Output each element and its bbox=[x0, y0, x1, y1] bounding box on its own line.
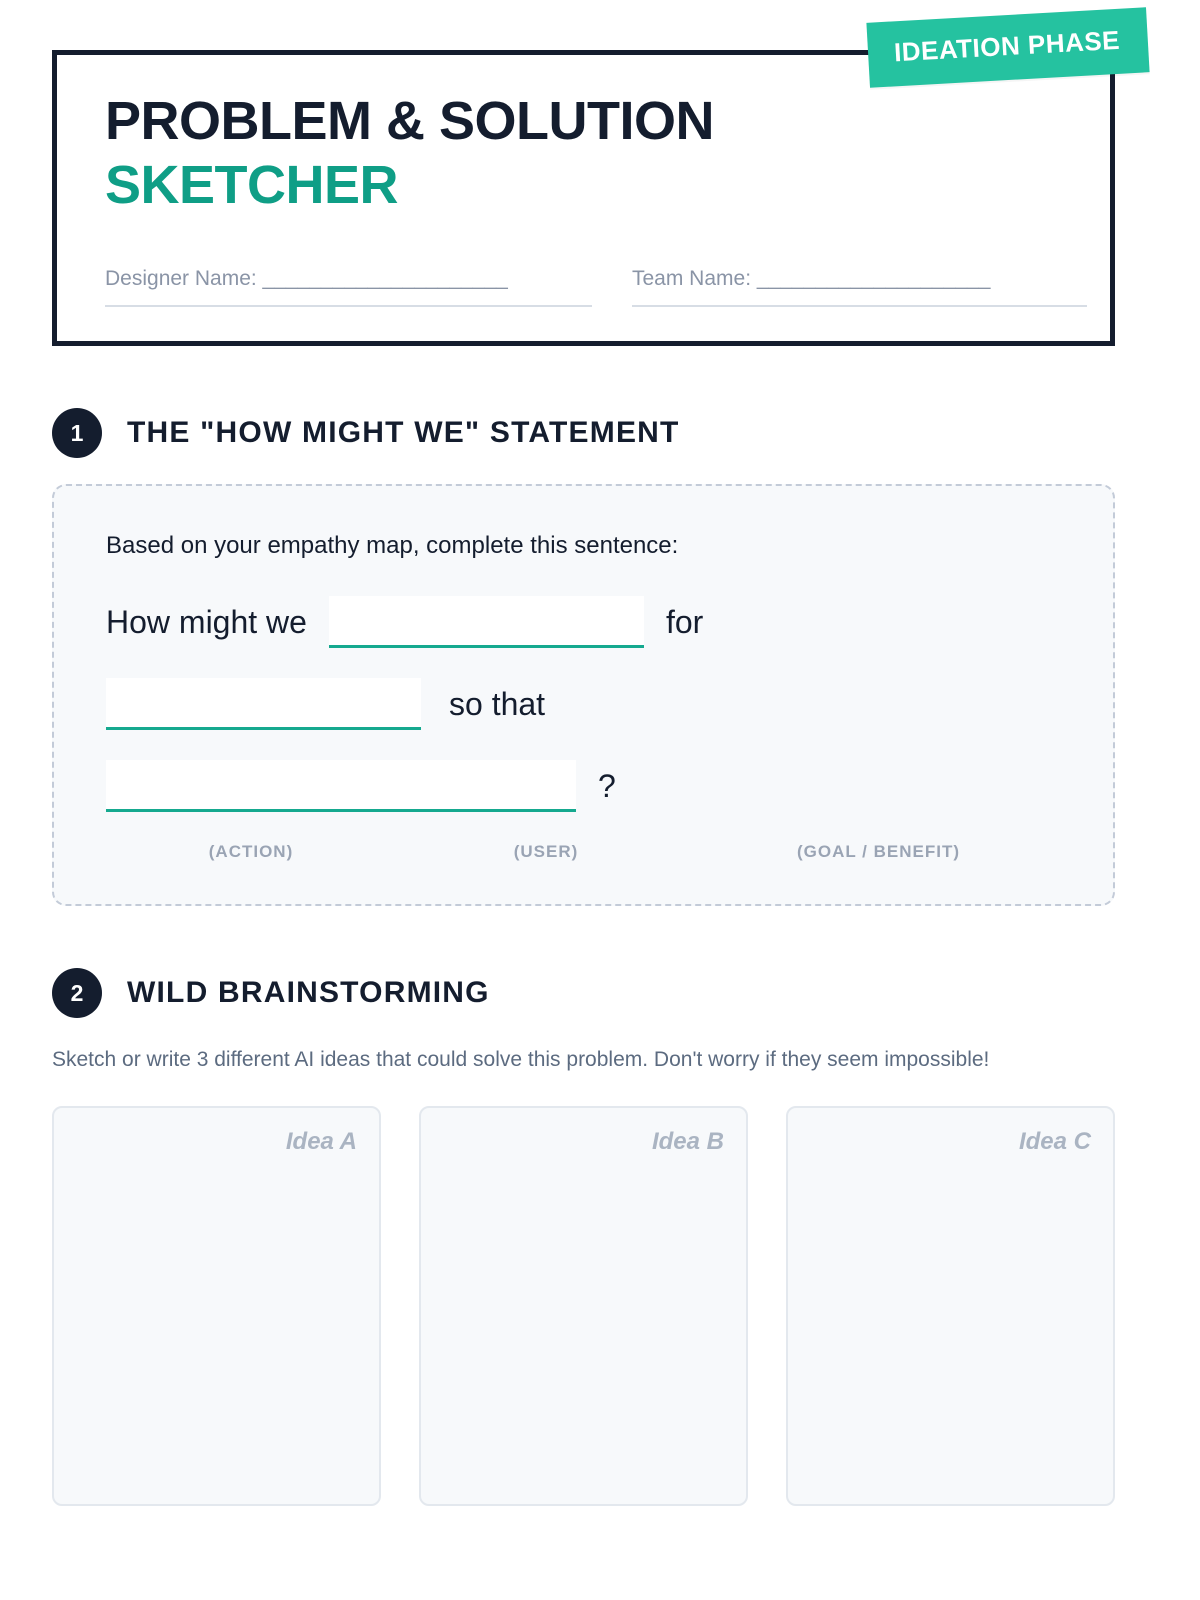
hmw-user-input[interactable] bbox=[106, 678, 421, 730]
name-fields-row bbox=[105, 267, 1062, 307]
step-number-1: 1 bbox=[52, 408, 102, 458]
hmw-line-3 bbox=[106, 760, 1061, 812]
page-subtitle: SKETCHER bbox=[105, 154, 399, 215]
section-how-might-we bbox=[52, 408, 1115, 906]
hmw-phrase-for: for bbox=[665, 603, 704, 640]
team-name-label: Team Name: ____________________ bbox=[632, 267, 991, 291]
idea-card-c[interactable] bbox=[786, 1106, 1115, 1506]
designer-name-field[interactable] bbox=[105, 267, 592, 307]
legend-goal: (GOAL / BENEFIT) bbox=[796, 842, 960, 862]
hmw-phrase-question: ? bbox=[598, 767, 616, 804]
header-box bbox=[52, 50, 1115, 346]
section-2-description: Sketch or write 3 different AI ideas that could solve this problem. Don't worry if they seem impossible! bbox=[52, 1048, 990, 1072]
idea-card-b-label: Idea B bbox=[651, 1127, 724, 1155]
header-section bbox=[52, 24, 1121, 346]
hmw-phrase-start: How might we bbox=[106, 603, 307, 640]
section-2-title: WILD BRAINSTORMING bbox=[127, 976, 490, 1010]
idea-card-a-label: Idea A bbox=[285, 1127, 357, 1155]
team-name-field[interactable] bbox=[632, 267, 1087, 307]
idea-card-b[interactable] bbox=[419, 1106, 748, 1506]
hmw-line-2 bbox=[106, 678, 1061, 730]
hmw-legend bbox=[106, 842, 1061, 862]
phase-badge: IDEATION PHASE bbox=[866, 7, 1149, 88]
idea-card-a[interactable] bbox=[52, 1106, 381, 1506]
legend-user: (USER) bbox=[513, 842, 579, 862]
section-2-header bbox=[52, 968, 1115, 1018]
idea-card-c-label: Idea C bbox=[1018, 1127, 1091, 1155]
designer-name-label: Designer Name: _____________________ bbox=[105, 267, 508, 291]
hmw-phrase-sothat: so that bbox=[449, 685, 546, 722]
hmw-action-input[interactable] bbox=[329, 596, 644, 648]
section-wild-brainstorming bbox=[52, 968, 1115, 1506]
how-might-we-box bbox=[52, 484, 1115, 906]
hmw-line-1 bbox=[106, 596, 1061, 648]
legend-action: (ACTION) bbox=[208, 842, 294, 862]
idea-cards-grid bbox=[52, 1106, 1115, 1506]
page-title: PROBLEM & SOLUTION bbox=[105, 91, 714, 151]
section-1-title: THE "HOW MIGHT WE" STATEMENT bbox=[127, 416, 680, 450]
section-1-header bbox=[52, 408, 1115, 458]
hmw-goal-input[interactable] bbox=[106, 760, 576, 812]
step-number-2: 2 bbox=[52, 968, 102, 1018]
hmw-instruction: Based on your empathy map, complete this sentence: bbox=[106, 532, 679, 560]
